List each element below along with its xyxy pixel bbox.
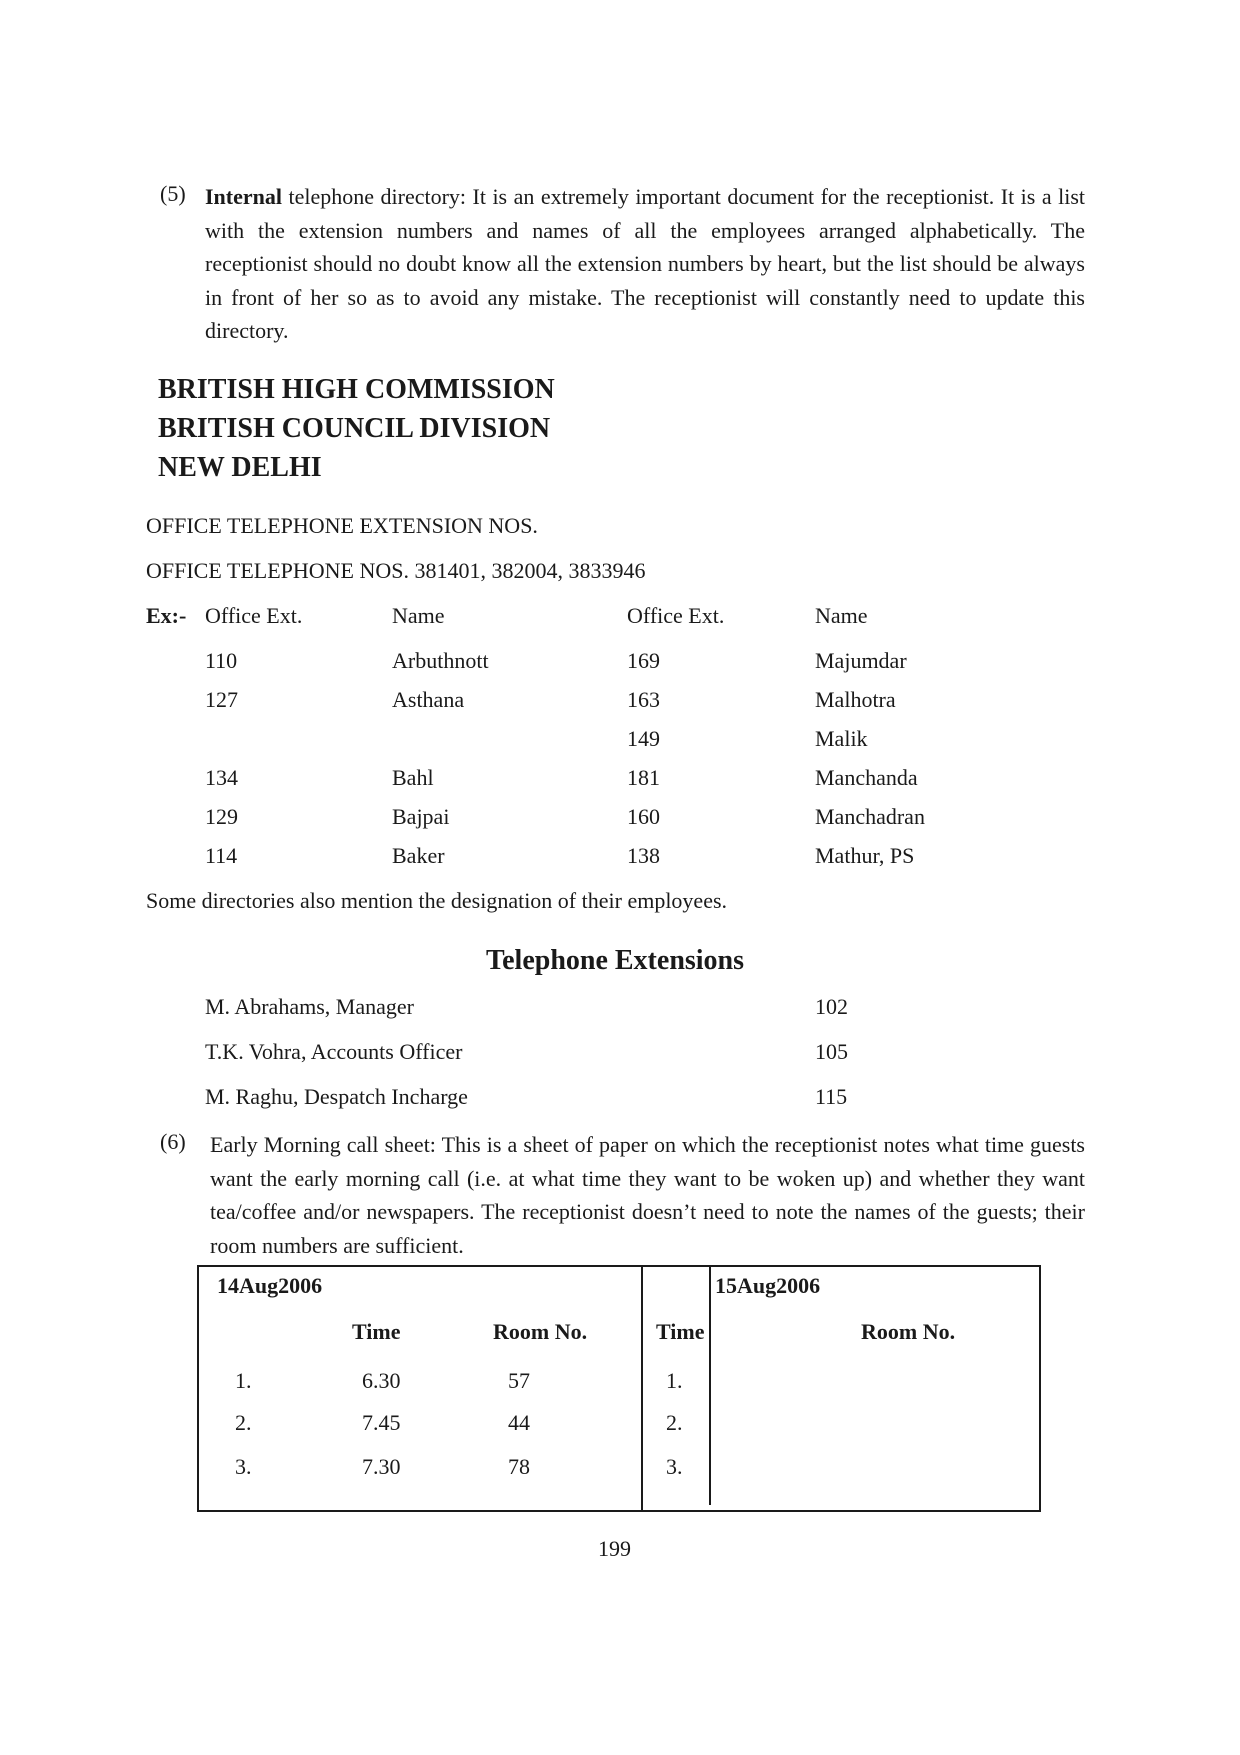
directory-name-cell: Malhotra bbox=[815, 687, 896, 712]
directory-ext-cell: 114 bbox=[205, 843, 238, 868]
section-5-paragraph bbox=[205, 180, 1085, 348]
directory-ext-cell: 163 bbox=[627, 687, 660, 712]
extension-number: 105 bbox=[815, 1039, 848, 1064]
call-sheet-room: 57 bbox=[508, 1368, 530, 1393]
section-6-number: (6) bbox=[160, 1129, 186, 1154]
directory-name-cell: Manchanda bbox=[815, 765, 918, 790]
directory-ext-cell: 149 bbox=[627, 726, 660, 751]
call-sheet-serial: 2. bbox=[666, 1410, 683, 1435]
directory-ext-cell: 169 bbox=[627, 648, 660, 673]
directory-header-ext-2: Office Ext. bbox=[627, 603, 725, 628]
office-telephone-line: OFFICE TELEPHONE NOS. 381401, 382004, 3833946 bbox=[146, 558, 646, 583]
section-6-paragraph: Early Morning call sheet: This is a sheet of paper on which the receptionist notes what time guests want the early morning call (i.e. at what time they want to be woken up) and whether they want tea/coffee and/or newspapers. The receptionist doesn’t need to note the names of the guests; their room numbers are sufficient. bbox=[210, 1132, 1085, 1258]
call-sheet-right-divider bbox=[709, 1265, 711, 1505]
directory-ext-cell: 134 bbox=[205, 765, 238, 790]
office-extension-line: OFFICE TELEPHONE EXTENSION NOS. bbox=[146, 513, 538, 538]
heading-british-council-division: BRITISH COUNCIL DIVISION bbox=[158, 413, 551, 444]
heading-british-high-commission: BRITISH HIGH COMMISSION bbox=[158, 374, 555, 405]
call-sheet-table bbox=[197, 1265, 1041, 1512]
call-sheet-serial: 3. bbox=[235, 1454, 252, 1479]
section-5-number: (5) bbox=[160, 181, 186, 206]
directory-name-cell: Malik bbox=[815, 726, 868, 751]
heading-new-delhi: NEW DELHI bbox=[158, 452, 322, 483]
directory-ext-cell: 138 bbox=[627, 843, 660, 868]
directory-ext-cell: 127 bbox=[205, 687, 238, 712]
directory-name-cell: Baker bbox=[392, 843, 445, 868]
directory-name-cell: Arbuthnott bbox=[392, 648, 489, 673]
directory-note: Some directories also mention the designation of their employees. bbox=[146, 888, 728, 913]
extension-person: M. Abrahams, Manager bbox=[205, 994, 414, 1019]
call-sheet-divider bbox=[641, 1265, 643, 1512]
section-5-lead: Internal bbox=[205, 184, 282, 209]
directory-header-name-1: Name bbox=[392, 603, 445, 628]
call-sheet-left-room-header: Room No. bbox=[493, 1319, 588, 1344]
ex-label: Ex:- bbox=[146, 603, 187, 628]
extension-person: M. Raghu, Despatch Incharge bbox=[205, 1084, 468, 1109]
directory-name-cell: Bahl bbox=[392, 765, 434, 790]
call-sheet-serial: 1. bbox=[235, 1368, 252, 1393]
call-sheet-right-date: 15Aug2006 bbox=[715, 1273, 821, 1298]
directory-header-name-2: Name bbox=[815, 603, 868, 628]
call-sheet-serial: 2. bbox=[235, 1410, 252, 1435]
directory-name-cell: Asthana bbox=[392, 687, 465, 712]
call-sheet-time: 6.30 bbox=[362, 1368, 401, 1393]
directory-name-cell: Majumdar bbox=[815, 648, 907, 673]
page-number: 199 bbox=[598, 1536, 631, 1561]
section-5-text: telephone directory: It is an extremely important document for the receptionist. It is a list with the extension numbers and names of all the employees arranged alphabetically. The receptionist should no doubt know all the extension numbers by heart, but the list should be always in front of her so as to avoid any mistake. The receptionist will constantly need to update this directory. bbox=[205, 184, 1085, 343]
directory-ext-cell: 160 bbox=[627, 804, 660, 829]
call-sheet-left-time-header: Time bbox=[352, 1319, 401, 1344]
extension-number: 115 bbox=[815, 1084, 848, 1109]
directory-ext-cell: 181 bbox=[627, 765, 660, 790]
call-sheet-right-time-header: Time bbox=[656, 1319, 705, 1344]
call-sheet-left-date: 14Aug2006 bbox=[217, 1273, 323, 1298]
call-sheet-serial: 3. bbox=[666, 1454, 683, 1479]
call-sheet-room: 44 bbox=[508, 1410, 530, 1435]
call-sheet-right-room-header: Room No. bbox=[861, 1319, 956, 1344]
call-sheet-serial: 1. bbox=[666, 1368, 683, 1393]
call-sheet-time: 7.30 bbox=[362, 1454, 401, 1479]
directory-name-cell: Bajpai bbox=[392, 804, 450, 829]
directory-name-cell: Mathur, PS bbox=[815, 843, 915, 868]
extension-person: T.K. Vohra, Accounts Officer bbox=[205, 1039, 463, 1064]
directory-ext-cell: 129 bbox=[205, 804, 238, 829]
call-sheet-time: 7.45 bbox=[362, 1410, 401, 1435]
directory-name-cell: Manchadran bbox=[815, 804, 925, 829]
directory-header-ext-1: Office Ext. bbox=[205, 603, 303, 628]
call-sheet-room: 78 bbox=[508, 1454, 530, 1479]
telephone-extensions-title: Telephone Extensions bbox=[486, 945, 745, 976]
extension-number: 102 bbox=[815, 994, 848, 1019]
directory-ext-cell: 110 bbox=[205, 648, 238, 673]
